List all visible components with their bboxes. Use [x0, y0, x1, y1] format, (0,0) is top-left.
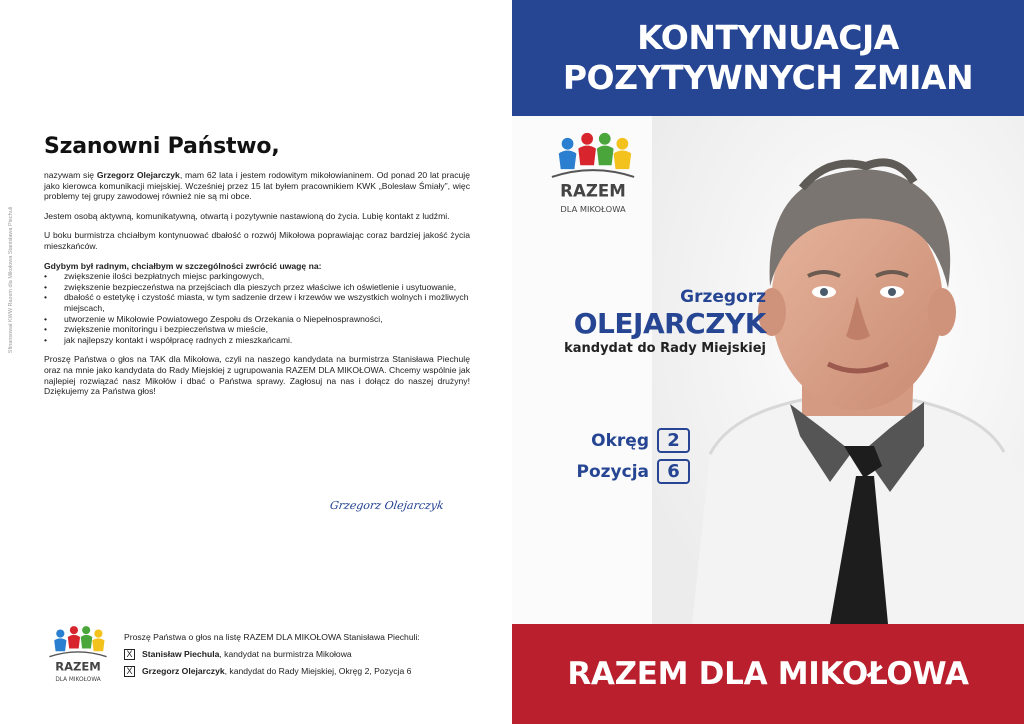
- intro-name: Grzegorz Olejarczyk: [96, 170, 180, 180]
- voting-intro: Proszę Państwa o głos na listę RAZEM DLA MIKOŁOWA Stanisława Piechuli:: [124, 632, 420, 642]
- voting-text: [124, 632, 420, 683]
- vote-line-candidate: [124, 666, 420, 677]
- candidate-block: [564, 286, 766, 358]
- mayor-name: Stanisław Piechula: [142, 648, 220, 659]
- funding-note-text: Sfinansował KWW Razem dla Mikołowa Stanisława Piechuli: [8, 206, 14, 354]
- letter: [44, 134, 470, 406]
- handwritten-signature: Grzegorz Olejarczyk: [329, 499, 445, 512]
- logo-word-mikolowa: DLA MIKOŁOWA: [55, 677, 101, 684]
- candidate-portrait-photo: [652, 116, 1024, 624]
- mayor-desc: , kandydat na burmistrza Mikołowa: [219, 648, 352, 659]
- candidate-role: kandydat do Rady Miejskiej: [564, 341, 766, 356]
- list-item: • zwiększenie monitoringu i bezpieczeństwa w mieście,: [64, 324, 470, 335]
- list-item: • jak najlepszy kontakt i współpracę radnych z mieszkańcami.: [64, 335, 470, 346]
- letter-greeting: Szanowni Państwo,: [44, 134, 280, 159]
- logo-figures-icon: [552, 133, 634, 177]
- district-label: Okręg: [591, 430, 649, 451]
- headline-line-2: POZYTYWNYCH ZMIAN: [562, 58, 974, 97]
- candidate-first-name: Grzegorz: [680, 287, 766, 307]
- list-item: • zwiększenie ilości bezpłatnych miejsc parkingowych,: [64, 271, 470, 282]
- checkbox-mark-icon: X: [124, 666, 135, 677]
- letter-paragraph-personality: Jestem osobą aktywną, komunikatywną, otwartą i pozytywnie nastawioną do życia. Lubię kontakt z ludźmi.: [44, 210, 450, 221]
- list-item: • dbałość o estetykę i czystość miasta, w tym sadzenie drzew i krzewów we wszystkich wolnych i możliwych miejscach,: [64, 292, 470, 313]
- logo-word-razem: RAZEM: [55, 659, 101, 674]
- intro-start: nazywam się: [44, 170, 97, 180]
- checkbox-mark-icon: X: [124, 649, 135, 660]
- position-number: 6: [657, 459, 690, 484]
- razem-logo: [542, 130, 644, 222]
- voting-instructions: [44, 624, 484, 694]
- ballot-numbers: [560, 428, 690, 490]
- district-number: 2: [657, 428, 690, 453]
- cover-page: [512, 0, 1024, 724]
- logo-word-mikolowa: DLA MIKOŁOWA: [560, 204, 626, 215]
- headline-banner: [512, 0, 1024, 116]
- letter-paragraph-appeal: Proszę Państwa o głos na TAK dla Mikołowa, czyli na naszego kandydata na burmistrza Stanisława Piechulę oraz na mnie jako kandydata do Rady Miejskiej z ugrupowania RAZEM DLA MIKOŁOWA. Chcemy wspólnie jak najlepiej rozwiązać nasz Mikołów i dbać o Państwa sprawy. Zagłosuj na nas i dołącz do naszej drużyny! Dziękujemy za Państwa głos!: [44, 354, 470, 397]
- candidate-desc: , kandydat do Rady Miejskiej, Okręg 2, Pozycja 6: [224, 665, 412, 676]
- slogan-text: RAZEM DLA MIKOŁOWA: [567, 656, 969, 692]
- position-row: [560, 459, 690, 484]
- list-item: • utworzenie w Mikołowie Powiatowego Zespołu ds Orzekania o Niepełnosprawności,: [64, 314, 470, 325]
- district-row: [560, 428, 690, 453]
- razem-logo-small: [44, 624, 112, 688]
- priorities-list: [44, 271, 470, 345]
- vote-line-mayor: [124, 649, 420, 660]
- letter-paragraph-goal: U boku burmistrza chciałbym kontynuować dbałość o rozwój Mikołowa poprawiając coraz bardziej jakość życia mieszkańców.: [44, 230, 470, 251]
- candidate-last-name: OLEJARCZYK: [573, 307, 766, 340]
- logo-word-razem: RAZEM: [560, 181, 626, 201]
- letter-paragraph-intro: [44, 170, 470, 202]
- intro-rest: , mam 62 lata i jestem rodowitym mikołowianinem. Od ponad 20 lat pracuję jako kierowca komunikacji miejskiej. Wcześniej przez 15 lat byłem pracownikiem KWK „Bolesław Śmiały”, więc problemy tej grupy zawodowej również nie są mi obce.: [44, 170, 470, 202]
- funding-note: [4, 170, 18, 390]
- position-label: Pozycja: [576, 461, 649, 482]
- priorities-title: Gdybym był radnym, chciałbym w szczególności zwrócić uwagę na:: [44, 260, 322, 271]
- logo-figures-icon: [49, 626, 106, 657]
- headline-line-1: KONTYNUACJA: [637, 18, 899, 57]
- slogan-banner: [512, 624, 1024, 724]
- list-item: • zwiększenie bezpieczeństwa na przejściach dla pieszych przez właściwe ich oświetlenie i usytuowanie,: [64, 282, 470, 293]
- candidate-name: Grzegorz Olejarczyk: [142, 665, 225, 676]
